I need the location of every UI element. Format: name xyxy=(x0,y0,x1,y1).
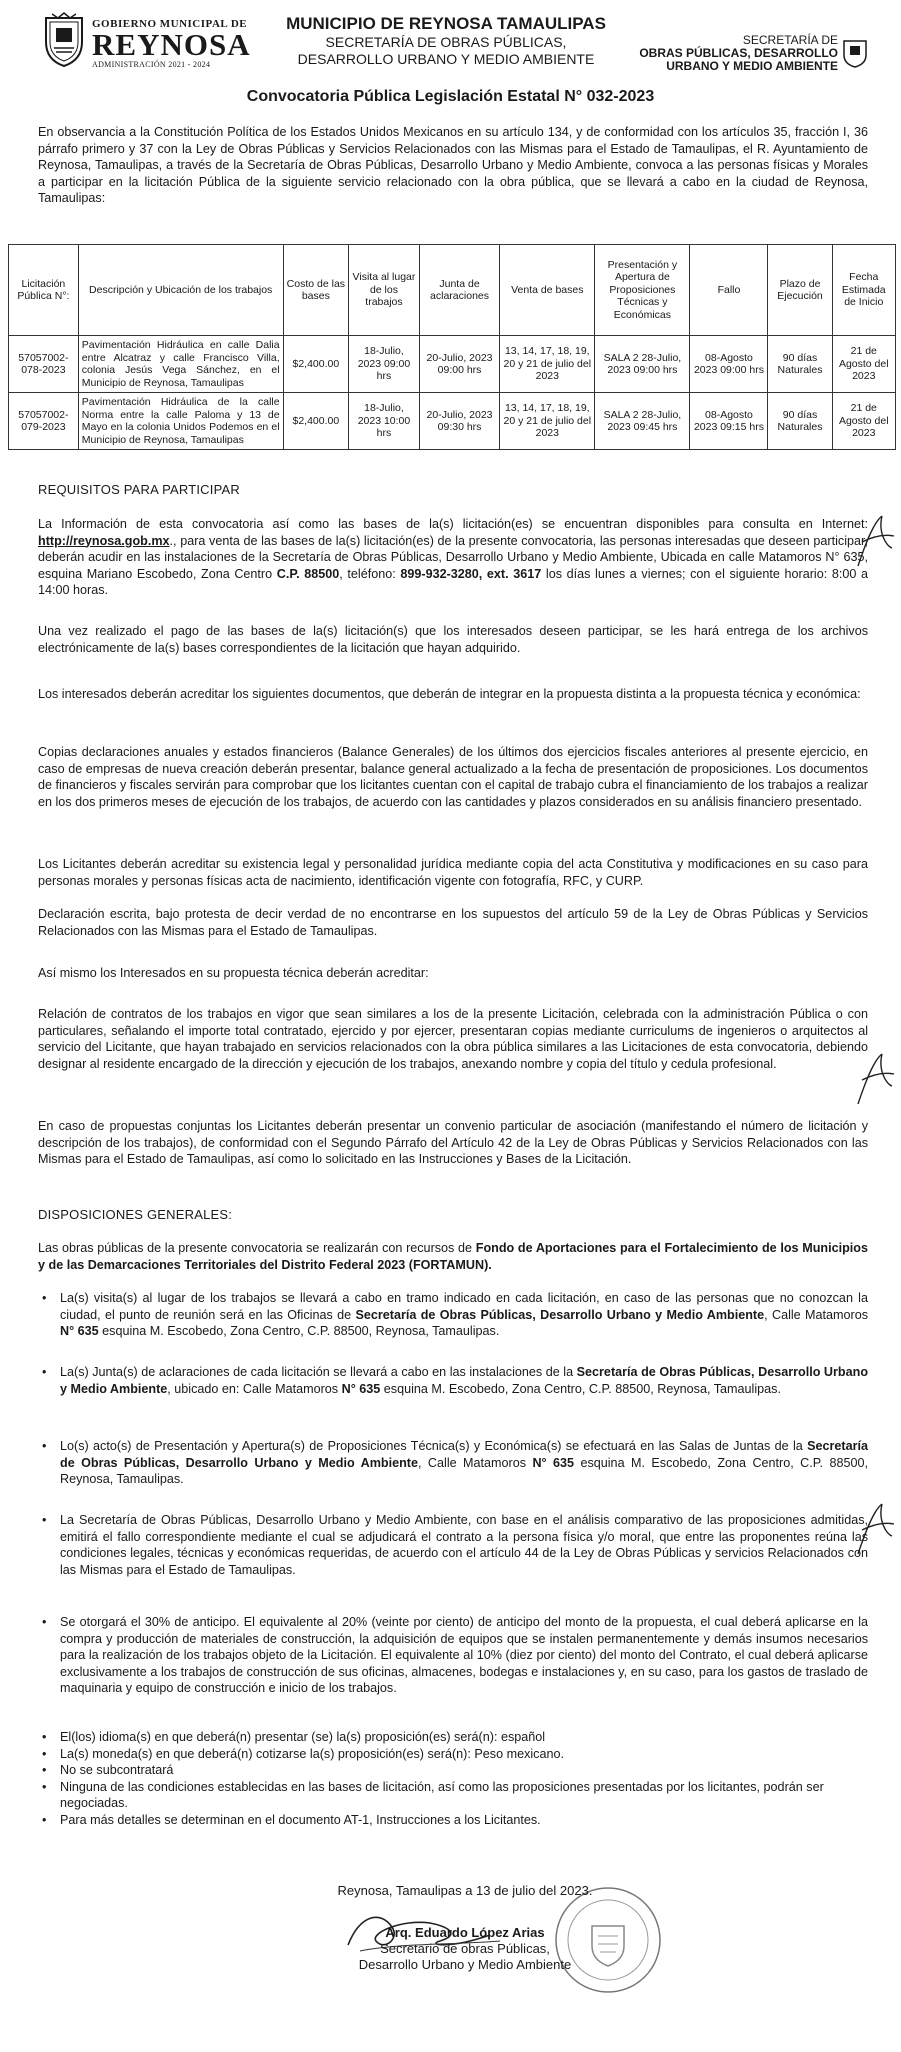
cell-visit: 18-Julio, 2023 10:00 hrs xyxy=(349,393,420,450)
list-item xyxy=(38,1729,868,1746)
margin-initials-icon xyxy=(852,512,896,572)
requirements-paragraph-3: Los interesados deberán acreditar los siguientes documentos, que deberán de integrar en la propuesta distinta a la propuesta técnica y económica: xyxy=(38,687,861,701)
bullet-text-d: N° 635 xyxy=(532,1455,575,1470)
bullet-text-c: , ubicado en: Calle Matamoros xyxy=(167,1381,342,1396)
cell-desc: Pavimentación Hidráulica de la calle Norma entre la calle Paloma y 13 de Mayo en la colonia Unidos Podemos en el Municipio de Reynosa, Tamaulipas xyxy=(78,393,283,450)
phone-number: 899-932-3280, ext. 3617 xyxy=(400,566,542,581)
list-item xyxy=(38,1812,868,1829)
list-item-text: La(s) moneda(s) en que deberá(n) cotizarse la(s) proposición(es) será(n): Peso mexicano. xyxy=(60,1746,564,1761)
col-header-fallo: Fallo xyxy=(690,245,768,336)
bullet-icon: • xyxy=(42,1812,47,1827)
municipal-logo-text xyxy=(92,18,292,69)
cell-present: SALA 2 28-Julio, 2023 09:45 hrs xyxy=(595,393,690,450)
bullet-text-e: esquina M. Escobedo, Zona Centro, C.P. 88500, Reynosa, Tamaulipas. xyxy=(380,1381,781,1396)
list-item-text: El(los) idioma(s) en que deberá(n) presentar (se) la(s) proposición(es) será(n): español xyxy=(60,1730,546,1744)
cell-plazo: 90 días Naturales xyxy=(768,336,832,393)
bullet-icon: • xyxy=(42,1730,47,1744)
bullet-text: Se otorgará el 30% de anticipo. El equivalente al 20% (veinte por ciento) de anticipo del monto de la propuesta, el cual deberá aplicarse en la compra y producción de materiales de construcción, la adquisición de equipos que se instalen permanentemente y demás insumos necesarios para la realización de los trabajos objeto de la Licitación. El equivalente al 10% (diez por ciento) del monto del Contrato, el cual deberá aplicarse exclusivamente a los trabajos de construcción de sus oficinas, almacenes, bodegas e instalaciones y, en su caso, para los gastos de traslado de maquinaria y equipo de construcción e inicio de los trabajos. xyxy=(60,1615,868,1695)
bullet-icon: • xyxy=(42,1779,47,1794)
bullet-text-b: Secretaría de Obras Públicas, Desarrollo Urbano y Medio Ambiente xyxy=(60,1365,869,1396)
requirements-paragraph-1 xyxy=(38,516,868,599)
page-title: Convocatoria Pública Legislación Estatal N° 032-2023 xyxy=(246,88,655,105)
gov-line-2: REYNOSA xyxy=(92,27,251,62)
bullet-text-a: Lo(s) acto(s) de Presentación y Apertura(s) de Proposiciones Técnica(s) y Económica(s) se efectuará en las Salas de Juntas de la xyxy=(60,1439,808,1453)
requirements-paragraph-5: Los Licitantes deberán acreditar su existencia legal y personalidad jurídica mediante copia del acta Constitutiva y modificaciones en su caso para personas morales y personas físicas acta de nacimiento, identificación vigente con fotografía, RFC, y CURP. xyxy=(38,857,868,888)
req-p1-a: La Información de esta convocatoria así como las bases de la(s) licitación(es) se encuentran disponibles para consulta en Internet: xyxy=(38,517,868,531)
table-row xyxy=(9,393,896,450)
cell-venta: 13, 14, 17, 18, 19, 20 y 21 de julio del 2023 xyxy=(500,393,595,450)
bullet-text-a: La(s) Junta(s) de aclaraciones de cada licitación se llevará a cabo en las instalaciones de la xyxy=(60,1365,577,1379)
intro-paragraph: En observancia a la Constitución Política de los Estados Unidos Mexicanos en su artículo 134, y de conformidad con los artículos 35, fracción I, 36 párrafo primero y 37 con la Ley de Obras Públicas y Servicios Relacionados con las Mismas para el Estado de Tamaulipas, el R. Ayuntamiento de Reynosa, Tamaulipas, a través de la Secretaría de Obras Públicas, Desarrollo Urbano y Medio Ambiente, convoca a las personas físicas y Morales a participar en la licitación Pública de la siguiente servicio relacionado con la obra pública, que se llevará a cabo en la ciudad de Reynosa, Tamaulipas: xyxy=(38,125,868,205)
cell-cost: $2,400.00 xyxy=(283,393,349,450)
postal-code: C.P. 88500 xyxy=(276,566,340,581)
secretariat-line-2: OBRAS PÚBLICAS, DESARROLLO xyxy=(639,46,838,60)
header-title: MUNICIPIO DE REYNOSA TAMAULIPAS xyxy=(286,14,606,33)
header-center xyxy=(266,14,626,68)
list-item-text: Ninguna de las condiciones establecidas en las bases de licitación, así como las proposiciones presentadas por los licitantes, podrán ser negociadas. xyxy=(60,1779,824,1811)
secretariat-line-1: SECRETARÍA DE xyxy=(742,33,838,47)
bullet-text-b: Secretaría de Obras Públicas, Desarrollo Urbano y Medio Ambiente xyxy=(60,1439,868,1470)
signature-block xyxy=(300,1883,630,1973)
header-line-2: SECRETARÍA DE OBRAS PÚBLICAS, xyxy=(325,34,567,50)
bullet-icon: • xyxy=(42,1439,47,1453)
cell-venta: 13, 14, 17, 18, 19, 20 y 21 de julio del 2023 xyxy=(500,336,595,393)
bullet-text-d: N° 635 xyxy=(341,1381,381,1396)
cell-num: 57057002-078-2023 xyxy=(9,336,79,393)
bullet-text-d: N° 635 xyxy=(60,1324,99,1338)
provision-bullet-junta xyxy=(38,1364,868,1397)
requirements-paragraph-6: Declaración escrita, bajo protesta de decir verdad de no encontrarse en los supuestos del artículo 59 de la Ley de Obras Públicas y Servicios Relacionados con las Mismas para el Estado de Tamaulipas. xyxy=(38,907,868,938)
header-line-3: DESARROLLO URBANO Y MEDIO AMBIENTE xyxy=(297,51,595,67)
website-link[interactable]: http://reynosa.gob.mx xyxy=(38,533,170,548)
signer-role-1: Secretario de obras Públicas, xyxy=(380,1941,550,1956)
bullet-text-e: esquina M. Escobedo, Zona Centro, C.P. 88500, Reynosa, Tamaulipas. xyxy=(98,1324,500,1338)
requirements-paragraph-9: En caso de propuestas conjuntas los Licitantes deberán presentar un convenio particular de asociación (manifestando el número de licitación y descripción de los trabajos), de conformidad con el Segundo Párrafo del Artículo 42 de la Ley de Obras Públicas y Servicios Relacionados con las Mismas para el Estado de Tamaulipas, así como lo solicitado en las Instrucciones y Bases de la Licitación. xyxy=(38,1119,868,1166)
cell-fallo: 08-Agosto 2023 09:00 hrs xyxy=(690,336,768,393)
provision-bullet-advance xyxy=(38,1614,868,1697)
secretariat-logo-text xyxy=(639,34,838,73)
general-provisions-heading: DISPOSICIONES GENERALES: xyxy=(38,1207,233,1222)
gov-line-3: ADMINISTRACIÓN 2021 - 2024 xyxy=(92,60,211,69)
col-header-num: Licitación Pública N°: xyxy=(9,245,79,336)
requirements-paragraph-4: Copias declaraciones anuales y estados financieros (Balance Generales) de los últimos dos ejercicios fiscales anteriores al presente ejercicio, en caso de empresas de nueva creación deberán presentar, balance general actualizado a la fecha de presentación de proposiciones. Los documentos de financieros y fiscales servirán para comprobar que los licitantes cuentan con el capital de trabajo cubra el financiamiento de los trabajos a realizar en los dos primeros meses de ejecución de los trabajos, de acuerdo con las cantidades y plazos considerados en su análisis financiero presentado. xyxy=(38,745,868,809)
signer-role-2: Desarrollo Urbano y Medio Ambiente xyxy=(358,1957,572,1972)
requirements-paragraph-8: Relación de contratos de los trabajos en vigor que sean similares a los de la presente Licitación, celebrada con la administración Pública o con particulares, señalando el importe total contratado, ejercido y por ejercer, presentaran copias mediante curriculums de ingenieros o arquitectos al servicio del Licitante, que hayan trabajado en servicios relacionados con la obra pública similares a las Licitaciones de esta convocatoria, debiendo designar al residente encargado de la dirección y ejecución de los trabajos, anexando nombre y copia del título y cedula profesional. xyxy=(38,1007,868,1071)
gov-line-1: GOBIERNO MUNICIPAL DE xyxy=(92,18,248,30)
bullet-text: La Secretaría de Obras Públicas, Desarrollo Urbano y Medio Ambiente, con base en el análisis comparativo de las proposiciones admitidas, emitirá el fallo correspondiente mediante el cual se adjudicará el contrato a la persona física y/o moral, que entre las proponentes reúna las condiciones legales, técnicas y económicas requeridas, de acuerdo con el artículo 44 de la Ley de Obras Públicas y servicios Relacionados con las Mismas para el Estado de Tamaulipas. xyxy=(60,1513,868,1577)
bullet-text-c: , Calle Matamoros xyxy=(418,1455,533,1470)
list-item xyxy=(38,1779,868,1812)
requirements-paragraph-2: Una vez realizado el pago de las bases de la(s) licitación(s) que los interesados deseen participar, se les hará entrega de los archivos electrónicamente de la(s) bases correspondientes de la licitación que hayan adquirido. xyxy=(38,624,868,655)
table-row xyxy=(9,336,896,393)
secretariat-seal-icon xyxy=(842,38,868,68)
col-header-junta: Junta de aclaraciones xyxy=(419,245,499,336)
bullet-icon: • xyxy=(42,1513,47,1527)
margin-initials-icon xyxy=(852,1050,896,1110)
col-header-venta: Venta de bases xyxy=(500,245,595,336)
signature-date: Reynosa, Tamaulipas a 13 de julio del 2023. xyxy=(337,1883,593,1898)
letterhead xyxy=(38,8,868,80)
bullet-icon: • xyxy=(42,1763,47,1778)
req-p1-c: , teléfono: xyxy=(339,566,401,581)
list-item-text: No se subcontratará xyxy=(60,1763,174,1778)
municipal-crest-icon xyxy=(42,12,86,68)
requirements-paragraph-7: Así mismo los Interesados en su propuesta técnica deberán acreditar: xyxy=(38,966,429,980)
bullet-icon: • xyxy=(42,1365,47,1379)
cell-junta: 20-Julio, 2023 09:30 hrs xyxy=(419,393,499,450)
list-item-text: Para más detalles se determinan en el documento AT-1, Instrucciones a los Licitantes. xyxy=(60,1812,541,1827)
list-item xyxy=(38,1746,868,1763)
requirements-heading: REQUISITOS PARA PARTICIPAR xyxy=(38,482,240,497)
provision-bullet-fallo xyxy=(38,1512,868,1578)
req-p1-d: los días lunes a viernes; con el siguiente horario: 8:00 a 14:00 horas. xyxy=(38,566,868,597)
signer-name: Arq. Eduardo López Arias xyxy=(385,1925,545,1940)
col-header-inicio: Fecha Estimada de Inicio xyxy=(832,245,895,336)
funding-paragraph xyxy=(38,1240,868,1273)
col-header-desc: Descripción y Ubicación de los trabajos xyxy=(78,245,283,336)
col-header-visit: Visita al lugar de los trabajos xyxy=(349,245,420,336)
bullet-text-b: Secretaría de Obras Públicas, Desarrollo Urbano y Medio Ambiente xyxy=(355,1307,765,1322)
provision-bullet-presentation xyxy=(38,1438,868,1488)
funding-text: Las obras públicas de la presente convocatoria se realizarán con recursos de xyxy=(38,1241,476,1255)
cell-plazo: 90 días Naturales xyxy=(768,393,832,450)
cell-inicio: 21 de Agosto del 2023 xyxy=(832,393,895,450)
cell-num: 57057002-079-2023 xyxy=(9,393,79,450)
col-header-plazo: Plazo de Ejecución xyxy=(768,245,832,336)
bullet-text-a: La(s) visita(s) al lugar de los trabajos se llevará a cabo en tramo indicado en cada licitación, en caso de las personas que no conozcan la ciudad, el punto de reunión será en las Oficinas de xyxy=(60,1291,868,1322)
cell-present: SALA 2 28-Julio, 2023 09:00 hrs xyxy=(595,336,690,393)
cell-junta: 20-Julio, 2023 09:00 hrs xyxy=(419,336,499,393)
provision-bullet-visit xyxy=(38,1290,868,1340)
funding-source: Fondo de Aportaciones para el Fortalecimiento de los Municipios y de las Demarcaciones Territoriales del Distrito Federal 2023 (FORTAMUN). xyxy=(38,1241,868,1272)
bullet-icon: • xyxy=(42,1746,47,1761)
secretariat-line-3: URBANO Y MEDIO AMBIENTE xyxy=(666,59,838,73)
bullet-text-e: esquina M. Escobedo, Zona Centro, C.P. 88500, Reynosa, Tamaulipas. xyxy=(60,1455,868,1486)
bullet-text-c: , Calle Matamoros xyxy=(764,1307,869,1322)
table-header-row xyxy=(9,245,896,336)
margin-initials-icon xyxy=(852,1500,896,1560)
bullet-icon: • xyxy=(42,1615,47,1629)
cell-visit: 18-Julio, 2023 09:00 hrs xyxy=(349,336,420,393)
cell-inicio: 21 de Agosto del 2023 xyxy=(832,336,895,393)
col-header-cost: Costo de las bases xyxy=(283,245,349,336)
bullet-icon: • xyxy=(42,1291,47,1305)
list-item xyxy=(38,1762,868,1779)
cell-fallo: 08-Agosto 2023 09:15 hrs xyxy=(690,393,768,450)
cell-cost: $2,400.00 xyxy=(283,336,349,393)
cell-desc: Pavimentación Hidráulica en calle Dalia entre Alcatraz y calle Francisco Villa, colonia Jesús Vega Sánchez, en el Municipio de Reynosa, Tamaulipas xyxy=(78,336,283,393)
provision-short-list xyxy=(38,1729,868,1829)
bids-table xyxy=(8,244,896,450)
req-p1-b: ., para venta de las bases de la(s) licitación(es) de la presente convocatoria, las personas interesadas que deseen participar, deberán acudir en las instalaciones de la Secretaría de Obras Públicas, Desarrollo Urbano y Medio Ambiente, Ubicada en calle Matamoros N° 635, esquina Mariano Escobedo, Zona Centro xyxy=(38,533,868,581)
col-header-present: Presentación y Apertura de Proposiciones Técnicas y Económicas xyxy=(595,245,690,336)
